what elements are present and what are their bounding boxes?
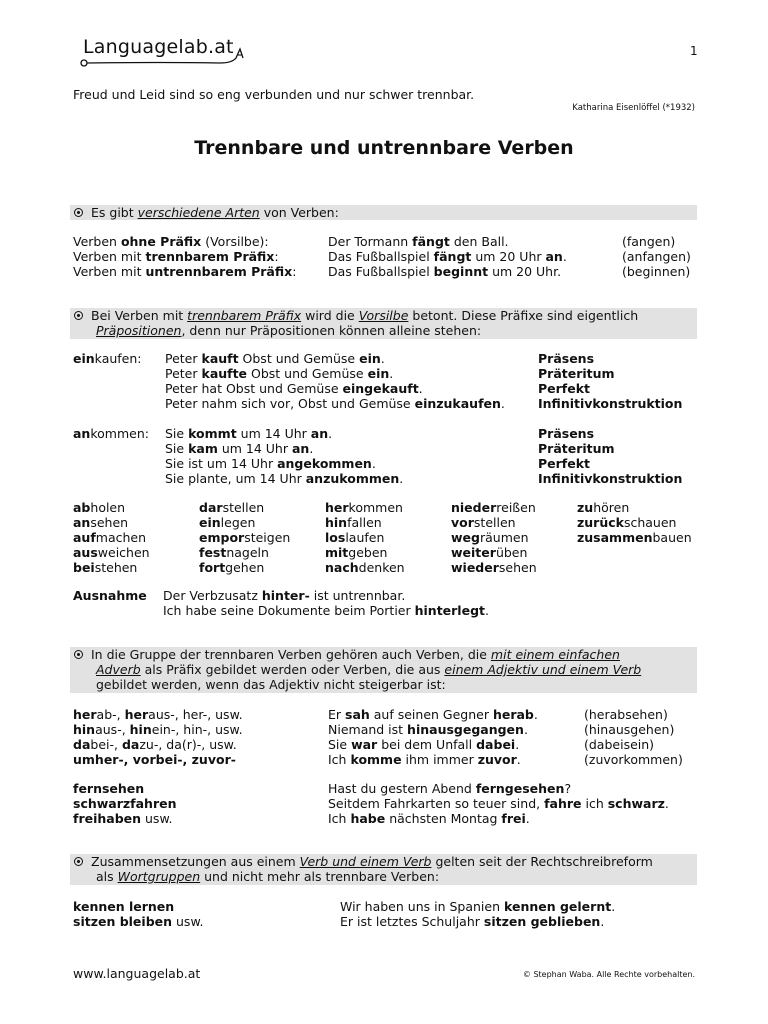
verb-item: niederreißen — [451, 500, 536, 515]
ankommen-group: ankommen: Sie kommt um 14 Uhr an. Präsens Sie kam um 14 Uhr an. Präteritum Sie ist um 14 Uhr angekommen. Perfekt Sie plante, um 14 Uhr anzukommen. Infinitivkonstruktion — [73, 426, 703, 486]
verb-item: emporsteigen — [199, 530, 291, 545]
verb-item: weiterüben — [451, 545, 528, 560]
bullet-icon — [74, 311, 83, 320]
exception-block — [73, 588, 703, 620]
logo-text: Languagelab.at — [83, 36, 234, 58]
verb-item: zusammenbauen — [577, 530, 692, 545]
exception-line: Der Verbzusatz hinter- ist untrennbar. — [163, 588, 406, 603]
verb-item: einlegen — [199, 515, 256, 530]
verb-item: beistehen — [73, 560, 138, 575]
table-row: Verben ohne Präfix (Vorsilbe): Der Tormann fängt den Ball. (fangen) — [73, 234, 676, 249]
section1-table — [73, 234, 703, 280]
table-row: schwarzfahren Seitdem Fahrkarten so teuer sind, fahre ich schwarz. — [73, 796, 669, 811]
table-row: dabei-, dazu-, da(r)-, usw. Sie war bei dem Unfall dabei. (dabeisein) — [73, 737, 655, 752]
bullet-icon — [74, 857, 83, 866]
verb-verb-table — [73, 899, 703, 931]
table-row: freihaben usw. Ich habe nächsten Montag frei. — [73, 811, 530, 826]
table-row: Sie kam um 14 Uhr an. Präteritum — [165, 441, 615, 456]
verb-item: fortgehen — [199, 560, 265, 575]
section4-heading: Zusammensetzungen aus einem Verb und einem Verb gelten seit der Rechtschreibreform als Wortgruppen und nicht mehr als trennbare Verben: — [70, 854, 697, 885]
table-row: Peter hat Obst und Gemüse eingekauft. Perfekt — [165, 381, 591, 396]
table-row: Verben mit untrennbarem Präfix: Das Fußballspiel beginnt um 20 Uhr. (beginnen) — [73, 264, 691, 279]
section3-heading: In die Gruppe der trennbaren Verben gehören auch Verben, die mit einem einfachen Adverb als Präfix gebildet werden oder Verben, die aus einem Adjektiv und einem Verb gebildet werden, wenn das Adjektiv nicht steigerbar ist: — [70, 647, 697, 693]
table-row: kennen lernen Wir haben uns in Spanien kennen gelernt. — [73, 899, 616, 914]
verb-item: zurückschauen — [577, 515, 677, 530]
verb-item: nachdenken — [325, 560, 405, 575]
verb-item: aufmachen — [73, 530, 147, 545]
verb-item: vorstellen — [451, 515, 516, 530]
bullet-icon — [74, 650, 83, 659]
adjective-table — [73, 781, 703, 827]
verb-item: wiedersehen — [451, 560, 537, 575]
bullet-icon — [74, 208, 83, 217]
table-row: Sie ist um 14 Uhr angekommen. Perfekt — [165, 456, 591, 471]
table-row: Sie kommt um 14 Uhr an. Präsens — [165, 426, 595, 441]
einkaufen-group: einkaufen: Peter kauft Obst und Gemüse ein. Präsens Peter kaufte Obst und Gemüse ein. Präteritum Peter hat Obst und Gemüse eingekauft. Perfekt Peter nahm sich vor, Obst und Gemüse einzukaufen. Infinitivkonstruktion — [73, 351, 703, 411]
table-row: Peter kauft Obst und Gemüse ein. Präsens — [165, 351, 595, 366]
verb-item: festnageln — [199, 545, 269, 560]
verb-item: wegräumen — [451, 530, 529, 545]
table-row: hinaus-, hinein-, hin-, usw. Niemand ist hinausgegangen. (hinausgehen) — [73, 722, 675, 737]
verb-item: darstellen — [199, 500, 265, 515]
table-row: umher-, vorbei-, zuvor- Ich komme ihm immer zuvor. (zuvorkommen) — [73, 752, 683, 767]
verb-item: ausweichen — [73, 545, 150, 560]
page-title: Trennbare und untrennbare Verben — [194, 137, 574, 159]
table-row: sitzen bleiben usw. Er ist letztes Schuljahr sitzen geblieben. — [73, 914, 605, 929]
table-row: Peter nahm sich vor, Obst und Gemüse einzukaufen. Infinitivkonstruktion — [165, 396, 683, 411]
logo-underline-icon — [80, 36, 245, 70]
table-row: fernsehen Hast du gestern Abend ferngesehen? — [73, 781, 572, 796]
footer-url[interactable]: www.languagelab.at — [73, 966, 201, 981]
verb-item: ansehen — [73, 515, 129, 530]
table-row: herab-, heraus-, her-, usw. Er sah auf seinen Gegner herab. (herabsehen) — [73, 707, 668, 722]
verb-item: abholen — [73, 500, 126, 515]
verb-item: zuhören — [577, 500, 630, 515]
verb-item: herkommen — [325, 500, 403, 515]
section1-heading: Es gibt verschiedene Arten von Verben: — [70, 205, 697, 220]
verb-item: mitgeben — [325, 545, 388, 560]
table-row: Sie plante, um 14 Uhr anzukommen. Infinitivkonstruktion — [165, 471, 683, 486]
verb-grid — [73, 500, 703, 576]
table-row: Peter kaufte Obst und Gemüse ein. Präteritum — [165, 366, 615, 381]
quote: Freud und Leid sind so eng verbunden und nur schwer trennbar. — [73, 87, 475, 102]
quote-author: Katharina Eisenlöffel (*1932) — [572, 103, 695, 113]
section2-heading: Bei Verben mit trennbarem Präfix wird die Vorsilbe betont. Diese Präfixe sind eigentlich Präpositionen, denn nur Präpositionen können alleine stehen: — [70, 308, 697, 339]
exception-line: Ich habe seine Dokumente beim Portier hinterlegt. — [163, 603, 489, 618]
footer-copyright: © Stephan Waba. Alle Rechte vorbehalten. — [522, 970, 695, 979]
adverb-table — [73, 707, 703, 767]
table-row: Verben mit trennbarem Präfix: Das Fußballspiel fängt um 20 Uhr an. (anfangen) — [73, 249, 691, 264]
verb-item: loslaufen — [325, 530, 385, 545]
verb-item: hinfallen — [325, 515, 382, 530]
logo — [80, 36, 245, 70]
page-number: 1 — [690, 44, 698, 58]
exception-label: Ausnahme — [73, 588, 147, 603]
